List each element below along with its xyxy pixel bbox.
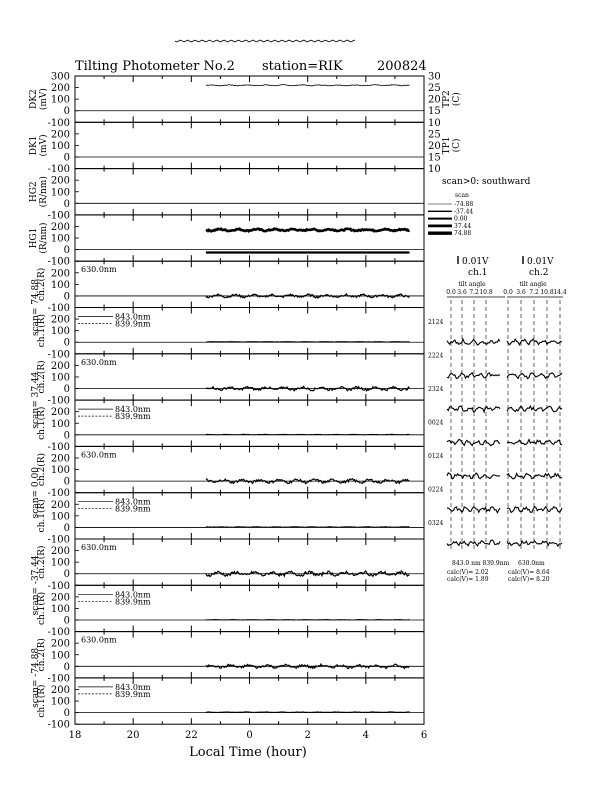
tilt-tick-label: 7.2 (529, 289, 539, 296)
y-tick-label: 200 (50, 407, 70, 419)
y-tick-label: 100 (50, 233, 70, 245)
tilt-tick-label: 3.6 (457, 289, 467, 296)
series-line (206, 434, 410, 435)
right-tick-label: 10 (428, 164, 441, 176)
right-axis-label: (C) (452, 138, 462, 153)
y-tick-label: 0 (63, 615, 70, 627)
x-tick-label: 4 (362, 730, 370, 742)
legend-label: 843.0nm (115, 405, 151, 415)
ch1-label: ch.1 (468, 268, 488, 278)
scan-legend-item: 0.00 (454, 215, 468, 223)
wavelength-label: 630.0nm (81, 635, 117, 645)
right-axis-label: (C) (452, 92, 462, 107)
panel-frame (75, 632, 424, 678)
panel-7 (36, 400, 424, 453)
y-tick-label: 200 (50, 314, 70, 326)
tilt-time-label: 0224 (428, 486, 444, 494)
y-tick-label: 100 (50, 696, 70, 708)
series-line (206, 341, 410, 342)
y-axis-label: ch.1(R) (37, 684, 47, 718)
y-axis-label: DK2 (29, 89, 39, 109)
wavelength-label: 630.0nm (81, 450, 117, 460)
ch1-calc: calc(V)= 1.89 (447, 576, 489, 583)
panel-frame (75, 446, 424, 492)
y-tick-label: 200 (50, 221, 70, 233)
scan-group-label: scan= -37.44 (31, 555, 41, 616)
panel-8 (36, 446, 424, 499)
scan-legend-heading: scan (455, 192, 469, 199)
y-tick-label: 0 (63, 106, 70, 118)
panel-1 (29, 122, 462, 175)
y-tick-label: 0 (63, 708, 70, 720)
ch2-calc: calc(V)= 8.64 (508, 569, 550, 576)
wavelength-label: 630.0nm (81, 357, 117, 367)
y-tick-label: 100 (50, 603, 70, 615)
legend-label: 839.9nm (115, 412, 151, 422)
panel-stack (29, 72, 462, 731)
tilt-trace (507, 440, 562, 445)
panel-frame (75, 539, 424, 585)
scan-legend-title: scan>0: southward (442, 177, 531, 187)
scan-group-label: scan= -74.88 (31, 647, 41, 708)
legend-label: 839.9nm (115, 504, 151, 514)
y-axis-label: DK1 (29, 135, 39, 156)
tilt-time-label: 2224 (428, 352, 444, 360)
y-axis-label: HG1 (29, 227, 39, 249)
y-tick-label: 100 (50, 94, 70, 106)
y-axis-label: (mV) (39, 134, 49, 157)
panel-frame (75, 76, 424, 122)
ch2-scale: 0.01V (527, 257, 554, 267)
y-tick-label: 200 (50, 638, 70, 650)
right-tick-label: 20 (428, 140, 441, 152)
right-tick-label: 15 (428, 152, 441, 164)
panel-9 (36, 493, 424, 546)
scan-legend-item: -37.44 (454, 208, 474, 216)
right-tick-label: 10 (428, 117, 441, 129)
legend-label: 843.0nm (115, 590, 151, 600)
y-tick-label: 0 (63, 291, 70, 303)
series-line (206, 85, 410, 86)
y-axis-label: ch.2(R) (37, 545, 47, 579)
right-axis-label: TP1 (442, 136, 452, 155)
series-line (206, 712, 410, 713)
scan-group-label: scan= 37.44 (31, 371, 41, 429)
panel-4 (36, 261, 424, 314)
y-tick-label: 0 (63, 384, 70, 396)
scan-legend (428, 177, 531, 237)
x-tick-label: 22 (184, 730, 198, 742)
y-axis-label: (R/nm) (39, 222, 49, 254)
panel-0 (29, 72, 462, 129)
y-tick-label: 0 (63, 198, 70, 210)
y-tick-label: 0 (63, 522, 70, 534)
right-tick-label: 30 (428, 71, 441, 83)
tilt-tick-label: 10.8 (540, 289, 554, 296)
ch1-footer: 843.0 nm 839.9nm (452, 560, 510, 567)
panel-frame (75, 215, 424, 261)
y-axis-label: ch.2(R) (37, 267, 47, 301)
tilt-trace (507, 507, 562, 513)
y-tick-label: 100 (50, 650, 70, 662)
y-tick-label: 100 (50, 140, 70, 152)
y-tick-label: 200 (50, 592, 70, 604)
panel-frame (75, 122, 424, 168)
tilt-axis-label: tilt angle (458, 281, 486, 288)
y-tick-label: -100 (47, 117, 70, 129)
tilt-tick-label: 14.4 (553, 289, 567, 296)
scan-group-label: scan= 0.00 (31, 467, 41, 519)
y-tick-label: 100 (50, 326, 70, 338)
y-tick-label: 100 (50, 187, 70, 199)
x-tick-label: 18 (68, 730, 82, 742)
tilt-time-label: 0124 (428, 453, 444, 460)
ch2-calc: calc(V)= 8.20 (508, 576, 550, 583)
x-tick-label: 2 (304, 730, 311, 742)
y-tick-label: 200 (50, 268, 70, 280)
legend-label: 843.0nm (115, 312, 151, 322)
y-tick-label: 0 (63, 569, 70, 581)
tilt-time-label: 2124 (428, 319, 444, 326)
tilt-trace (447, 373, 500, 379)
wavelength-label: 630.0nm (81, 543, 117, 552)
y-axis-label: ch.1(R) (37, 591, 47, 626)
tilt-trace (507, 339, 562, 345)
y-axis-label: ch.1(R) (37, 499, 47, 533)
tilt-trace (507, 474, 562, 479)
y-tick-label: 100 (50, 557, 70, 569)
y-tick-label: 0 (63, 152, 70, 164)
y-axis-label: ch.1(R) (37, 314, 47, 348)
y-axis-label: ch.2(R) (37, 360, 47, 394)
y-tick-label: -100 (47, 441, 70, 453)
chart-header (75, 40, 427, 74)
y-axis-label: (mV) (39, 88, 49, 111)
y-tick-label: 200 (50, 453, 70, 465)
right-axis-label: TP2 (442, 90, 452, 109)
tilt-tick-label: 10.8 (479, 289, 493, 296)
y-tick-label: -100 (47, 395, 70, 407)
right-tick-label: 25 (428, 129, 441, 141)
y-tick-label: -100 (47, 164, 70, 176)
y-tick-label: -100 (47, 673, 70, 685)
y-tick-label: 200 (50, 499, 70, 511)
tilt-tick-label: 3.6 (516, 289, 526, 296)
panel-13 (36, 678, 424, 731)
y-tick-label: 0 (63, 245, 70, 257)
series-line (206, 386, 410, 390)
y-tick-label: 200 (50, 360, 70, 372)
ch1-scale: 0.01V (462, 257, 489, 267)
y-tick-label: -100 (47, 210, 70, 222)
panel-12 (36, 632, 424, 685)
y-axis-label: ch.2(R) (37, 638, 47, 672)
y-tick-label: -100 (47, 534, 70, 546)
scan-legend-item: 74.88 (454, 230, 472, 238)
tilt-tick-label: 7.2 (469, 289, 479, 296)
y-tick-label: -100 (47, 627, 70, 639)
panel-frame (75, 261, 424, 307)
tilt-trace (507, 541, 562, 546)
panel-3 (29, 215, 424, 268)
panel-2 (29, 169, 424, 222)
x-tick-label: 20 (126, 730, 140, 742)
ch2-label: ch.2 (529, 268, 549, 278)
y-tick-label: 200 (50, 175, 70, 187)
legend-label: 843.0nm (115, 682, 151, 692)
y-tick-label: 100 (50, 511, 70, 523)
y-axis-label: (R/nm) (39, 176, 49, 208)
panel-frame (75, 354, 424, 400)
y-tick-label: 100 (50, 372, 70, 384)
right-tick-label: 25 (428, 83, 441, 95)
tilt-time-label: 2324 (428, 386, 444, 393)
y-tick-label: 0 (63, 476, 70, 488)
right-tick-label: 20 (428, 94, 441, 106)
y-tick-label: -100 (47, 719, 70, 731)
y-tick-label: 200 (50, 83, 70, 95)
x-tick-label: 0 (246, 730, 253, 742)
panel-10 (36, 539, 424, 592)
x-axis (69, 730, 428, 741)
y-axis-label: ch.2(R) (37, 452, 47, 487)
y-tick-label: 200 (50, 546, 70, 558)
tilt-trace (447, 406, 500, 412)
y-tick-label: 200 (50, 684, 70, 696)
date-label: 200824 (377, 59, 427, 74)
y-tick-label: 100 (50, 279, 70, 291)
legend-label: 839.9nm (115, 689, 151, 699)
tilt-trace (447, 473, 500, 479)
tilt-trace (447, 507, 500, 513)
tilt-trace (447, 339, 500, 345)
tilt-time-label: 0324 (428, 520, 444, 527)
y-tick-label: 300 (50, 71, 70, 83)
y-axis-label: ch.1(R) (37, 406, 47, 440)
tilt-trace (447, 540, 500, 546)
panel-5 (36, 308, 424, 361)
ch1-calc: calc(V)= 2.02 (447, 569, 489, 576)
station-label: station=RIK (262, 59, 343, 74)
scan-legend-item: -74.88 (454, 201, 474, 208)
tilt-axis-label: tilt angle (519, 281, 547, 288)
tilt-tick-label: 0.0 (446, 289, 456, 296)
legend-label: 839.9nm (115, 319, 151, 329)
y-tick-label: 0 (63, 430, 70, 442)
legend-label: 843.0nm (115, 497, 151, 507)
x-tick-label: 6 (420, 730, 428, 742)
tilt-angle-panel (428, 256, 567, 583)
y-tick-label: -100 (47, 303, 70, 314)
tilt-trace (507, 373, 562, 379)
tilt-tick-label: 0.0 (503, 289, 513, 296)
right-tick-label: 15 (428, 106, 441, 118)
y-tick-label: 100 (50, 465, 70, 477)
ch2-footer: 630.0nm (518, 560, 545, 567)
y-tick-label: -100 (47, 580, 70, 592)
scan-legend-item: 37.44 (454, 222, 472, 230)
legend-label: 839.9nm (115, 597, 151, 607)
series-line (206, 229, 410, 232)
y-tick-label: 200 (50, 129, 70, 141)
wavelength-label: 630.0nm (81, 265, 117, 275)
y-tick-label: -100 (47, 256, 70, 268)
chart-title: Tilting Photometer No.2 (75, 59, 235, 74)
y-axis-label: HG2 (29, 181, 39, 203)
series-line (206, 527, 410, 528)
y-tick-label: 0 (63, 337, 70, 349)
y-tick-label: 100 (50, 418, 70, 430)
scan-group-label: scan= 74.88 (31, 279, 41, 336)
panel-6 (36, 354, 424, 407)
tilt-trace (447, 439, 500, 445)
top-wavy-trace (175, 40, 355, 42)
y-tick-label: 0 (63, 661, 70, 673)
panel-frame (75, 169, 424, 215)
tilt-trace (507, 406, 562, 412)
panel-11 (36, 585, 424, 638)
y-tick-label: -100 (47, 488, 70, 500)
x-axis-label: Local Time (hour) (189, 745, 307, 760)
y-tick-label: -100 (47, 349, 70, 361)
tilt-time-label: 0024 (428, 419, 444, 427)
